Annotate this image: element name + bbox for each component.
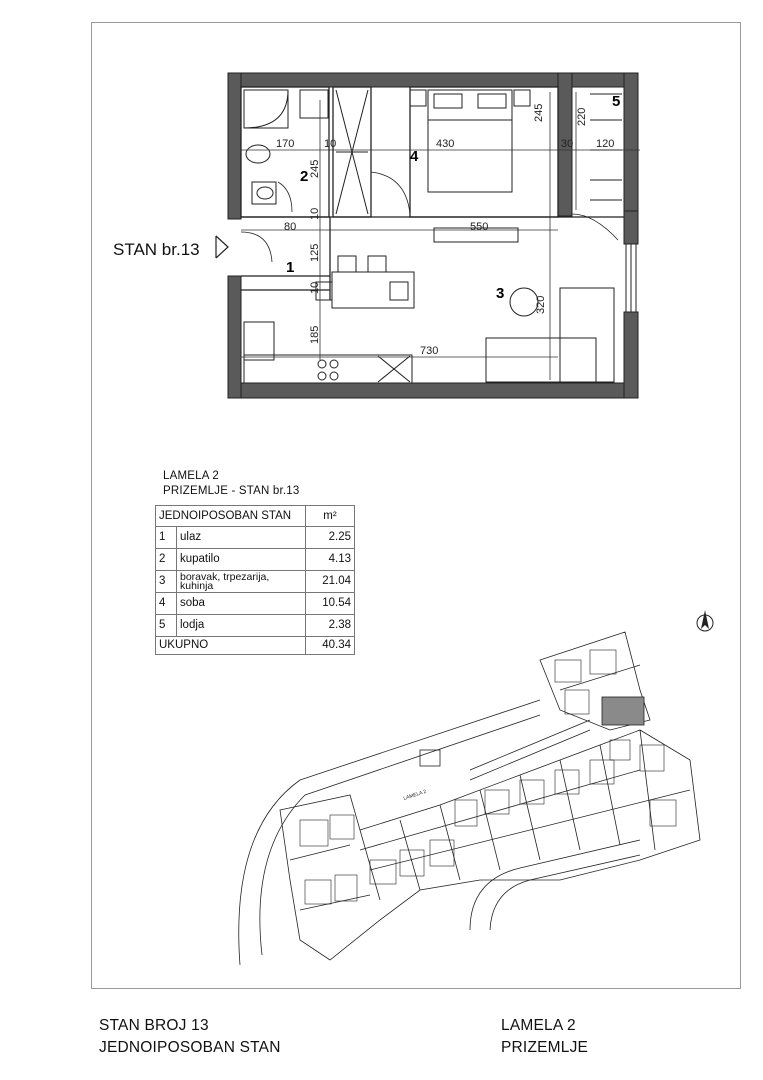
dim-730: 730: [420, 345, 439, 357]
dim-245b: 245: [533, 103, 545, 122]
row-name: boravak, trpezarija, kuhinja: [177, 571, 306, 593]
dim-550: 550: [470, 221, 489, 233]
table-unit: m²: [306, 506, 355, 527]
footer-floor: PRIZEMLJE: [501, 1039, 589, 1056]
site-plan-label: LAMELA 2: [402, 788, 428, 802]
room-number-5: 5: [612, 93, 621, 110]
room-number-2: 2: [300, 168, 309, 185]
dim-245a: 245: [309, 159, 321, 178]
row-name: lodja: [177, 615, 306, 637]
lamela-title: LAMELA 2: [163, 470, 219, 482]
footer-lamela: LAMELA 2: [501, 1017, 576, 1034]
total-value: 40.34: [306, 637, 355, 655]
highlighted-apartment: [602, 697, 644, 725]
row-area: 4.13: [306, 549, 355, 571]
row-number: 3: [156, 571, 177, 593]
row-number: 4: [156, 593, 177, 615]
table-header: JEDNOIPOSOBAN STAN: [156, 506, 306, 527]
row-name: soba: [177, 593, 306, 615]
dim-10b: 10: [309, 207, 321, 220]
dim-10c: 10: [309, 281, 321, 294]
room-number-1: 1: [286, 259, 295, 276]
room-number-4: 4: [410, 148, 419, 165]
footer-apartment-number: STAN BROJ 13: [99, 1017, 209, 1034]
apartment-label: STAN br.13: [113, 240, 200, 259]
row-area: 2.25: [306, 527, 355, 549]
dim-430: 430: [436, 138, 455, 150]
row-area: 21.04: [306, 571, 355, 593]
dim-220: 220: [576, 107, 588, 126]
dim-125: 125: [309, 243, 321, 262]
row-number: 1: [156, 527, 177, 549]
dim-170: 170: [276, 138, 295, 150]
total-label: UKUPNO: [156, 637, 306, 655]
dim-30: 30: [561, 138, 574, 150]
row-number: 2: [156, 549, 177, 571]
dim-320: 320: [535, 295, 547, 314]
dim-10: 10: [324, 138, 337, 150]
row-number: 5: [156, 615, 177, 637]
row-area: 10.54: [306, 593, 355, 615]
row-area: 2.38: [306, 615, 355, 637]
dim-120: 120: [596, 138, 615, 150]
footer-apartment-type: JEDNOIPOSOBAN STAN: [99, 1039, 281, 1056]
lamela-subtitle: PRIZEMLJE - STAN br.13: [163, 485, 300, 497]
room-number-3: 3: [496, 285, 505, 302]
dim-80: 80: [284, 221, 297, 233]
dim-185: 185: [309, 325, 321, 344]
row-name: kupatilo: [177, 549, 306, 571]
row-name: ulaz: [177, 527, 306, 549]
